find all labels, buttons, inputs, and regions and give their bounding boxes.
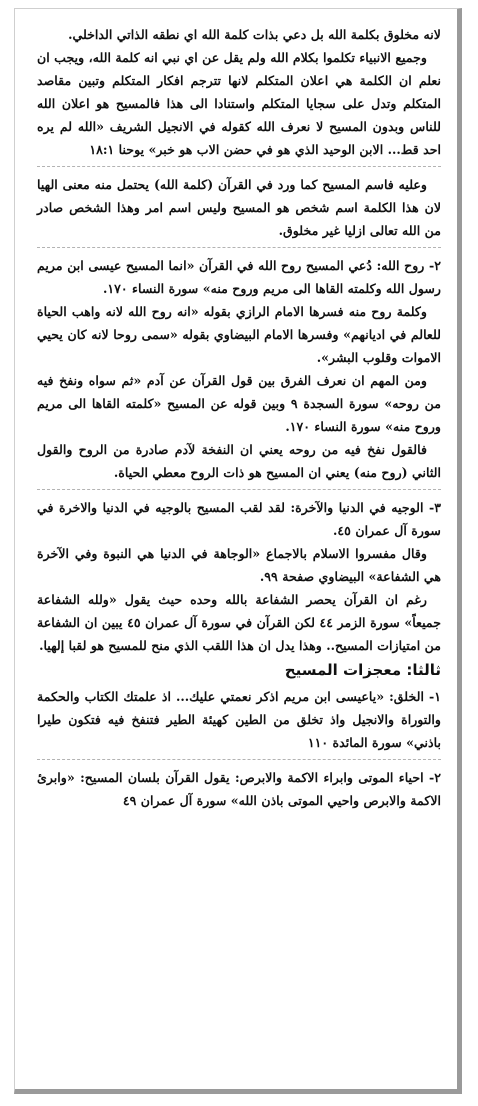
paragraph-5: وكلمة روح منه فسرها الامام الرازي بقوله «انه روح الله لانه واهب الحياة للعالم في اديانهم» وفسرها الامام البيضاوي بقوله «سمى روحا لانه كان يحيي الاموات وقلوب البشر». — [37, 304, 441, 365]
separator — [37, 166, 441, 167]
document-body — [37, 23, 441, 812]
separator — [37, 759, 441, 760]
paragraph-10: رغم ان القرآن يحصر الشفاعة بالله وحده حيث يقول «ولله الشفاعة جميعاً» سورة الزمر ٤٤ لكن القرآن في سورة آل عمران ٤٥ يبين ان الشفاعة من امتيازات المسيح.. وهذا يدل ان هذا اللقب الذي منح للمسيح هو لقبا إلهيا. — [37, 592, 441, 653]
item-raising-dead: ٢- احياء الموتى وابراء الاكمة والابرص: يقول القرآن بلسان المسيح: «وابرئ الاكمة والابرص واحيي الموتى باذن الله» سورة آل عمران ٤٩ — [37, 770, 441, 808]
page-frame — [14, 8, 462, 1094]
paragraph-3: وعليه فاسم المسيح كما ورد في القرآن (كلمة الله) يحتمل منه معنى الهيا لان هذا الكلمة اسم شخص هو المسيح وليس اسم امر وهذا الشخص صادر من الله تعالى ازليا غير مخلوق. — [37, 177, 441, 238]
item-creation: ١- الخلق: «ياعيسى ابن مريم اذكر نعمتي عليك... اذ علمتك الكتاب والحكمة والتوراة والانجيل واذ تخلق من الطين كهيئة الطير فتنفخ فيه فتكون طيرا باذني» سورة المائدة ١١٠ — [37, 689, 441, 750]
paragraph-7: فالقول نفخ فيه من روحه يعني ان النفخة لآدم صادرة من الروح والقول الثاني (روح منه) يعني ان المسيح هو ذات الروح معطي الحياة. — [37, 442, 441, 480]
separator — [37, 489, 441, 490]
paragraph-2: وجميع الانبياء تكلموا بكلام الله ولم يقل عن اي نبي انه كلمة الله، ويجب ان نعلم ان الكلمة هي اعلان المتكلم لانها تترجم افكار المتكلم وتبين مقاصد المتكلم وتدل على سجايا المتكلم واستنادا الى هذا فالمسيح هو اعلان الله للناس وبدون المسيح لا نعرف الله كقوله في الانجيل الشريف «الله لم يره احد قط... الابن الوحيد الذي هو في حضن الاب هو خبر» يوحنا ١٨:١ — [37, 50, 441, 157]
paragraph-1: لانه مخلوق بكلمة الله بل دعي بذات كلمة الله اي نطقه الذاتي الداخلي. — [68, 27, 441, 42]
separator — [37, 247, 441, 248]
paragraph-9: وقال مفسروا الاسلام بالاجماع «الوجاهة في الدنيا هي النبوة وفي الآخرة هي الشفاعة» البيضاوي صفحة ٩٩. — [37, 546, 441, 584]
section-heading: ثالثا: معجزات المسيح — [284, 661, 441, 679]
item-spirit-of-god: ٢- روح الله: دُعي المسيح روح الله في القرآن «انما المسيح عيسى ابن مريم رسول الله وكلمته القاها الى مريم وروح منه» سورة النساء ١٧٠. — [37, 258, 441, 296]
item-honored: ٣- الوجيه في الدنيا والآخرة: لقد لقب المسيح بالوجيه في الدنيا والاخرة في سورة آل عمران ٤٥. — [37, 500, 441, 538]
paragraph-6: ومن المهم ان نعرف الفرق بين قول القرآن عن آدم «ثم سواه ونفخ فيه من روحه» سورة السجدة ٩ وبين قوله عن المسيح «كلمته القاها الى مريم وروح منه» سورة النساء ١٧٠. — [37, 373, 441, 434]
